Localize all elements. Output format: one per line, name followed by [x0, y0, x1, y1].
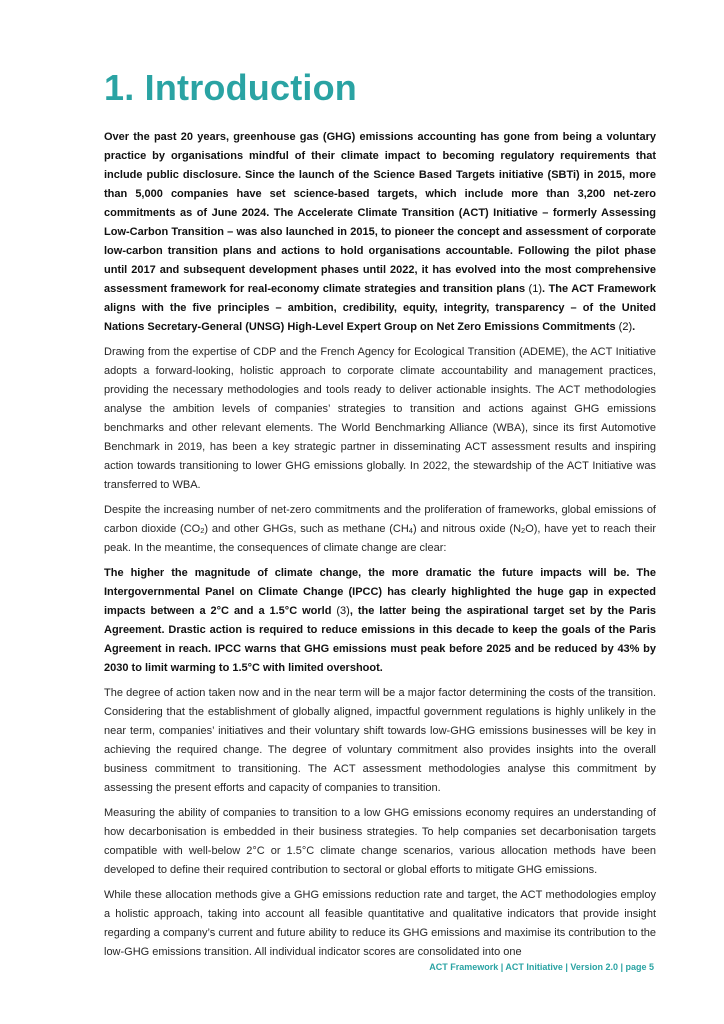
paragraph-7: While these allocation methods give a GHG emissions reduction rate and target, the ACT methodologies employ a holistic approach, taking into account all feasible quantitative and qualitative indicators that provide insight regarding a company’s current and future ability to reduce its GHG emissions and maximise its contribution to the low-GHG emissions transition. All individual indicator scores are consolidated into one	[104, 889, 656, 958]
page-footer	[429, 962, 654, 972]
paragraph-4	[104, 564, 656, 678]
page-number: page 5	[625, 962, 654, 972]
p3-text-a: Despite the increasing number of net-zero commitments and the proliferation of frameworks, global emissions of carbon dioxide (CO	[104, 504, 656, 535]
p1-text-a: Over the past 20 years, greenhouse gas (GHG) emissions accounting has gone from being a voluntary practice by organisations mindful of their climate impact to becoming regulatory requirements that include public disclosure. Since the launch of the Science Based Targets initiative (SBTi) in 2015, more than 5,000 companies have set science-based targets, which include more than 3,200 net-zero commitments as of June 2024. The Accelerate Climate Transition (ACT) Initiative – formerly Assessing Low-Carbon Transition – was also launched in 2015, to pioneer the concept and assessment of corporate low-carbon transition plans and actions to hold organisations accountable. Following the pilot phase until 2017 and subsequent development phases until 2022, it has evolved into the most comprehensive assessment framework for real-economy climate strategies and transition plans	[104, 131, 656, 295]
paragraph-3	[104, 501, 656, 558]
p3-sub-2: 4	[408, 526, 413, 535]
p3-text-b: ) and other GHGs, such as methane (CH	[204, 523, 409, 535]
citation-3[interactable]: (3)	[331, 605, 350, 617]
p3-sub-3: 2	[521, 526, 526, 535]
citation-2[interactable]: (2)	[615, 321, 633, 333]
paragraph-6: Measuring the ability of companies to transition to a low GHG emissions economy requires an understanding of how decarbonisation is embedded in their business strategies. To help companies set decarbonisation targets compatible with well-below 2°C or 1.5°C climate change scenarios, various allocation methods have been developed to define their required contribution to sectoral or global efforts to mitigate GHG emissions.	[104, 807, 656, 876]
page-content	[104, 62, 656, 968]
p1-text-b: . The ACT Framework aligns with the five principles – ambition, credibility, equity, integrity, transparency – of the United Nations Secretary-General (UNSG) High-Level Expert Group on Net Zero Emissions Commitments	[104, 283, 657, 333]
p3-text-c: ) and nitrous oxide (N	[412, 523, 522, 535]
p3-text-d: O), have yet to reach their peak. In the meantime, the consequences of climate change are clear:	[104, 523, 656, 554]
paragraph-2: Drawing from the expertise of CDP and the French Agency for Ecological Transition (ADEME), the ACT Initiative adopts a forward-looking, holistic approach to corporate climate accountability and management practices, providing the necessary methodologies and tools ready to deliver actionable insights. The ACT methodologies analyse the ambition levels of companies’ strategies to transition and actions against GHG emissions benchmarks and other relevant elements. The World Benchmarking Alliance (WBA), since its first Automotive Benchmark in 2019, has been a key strategic partner in disseminating ACT assessment results and inspiring action towards transitioning to lower GHG emissions globally. In 2022, the stewardship of the ACT Initiative was transferred to WBA.	[104, 346, 656, 491]
section-heading: 1. Introduction	[104, 67, 357, 108]
paragraph-1	[104, 128, 656, 337]
p4-text-b: , the latter being the aspirational target set by the Paris Agreement. Drastic action is required to reduce emissions in this decade to keep the goals of the Paris Agreement in reach. IPCC warns that GHG emissions must peak before 2025 and be reduced by 43% by 2030 to limit warming to 1.5°C with limited overshoot.	[104, 605, 656, 674]
citation-1[interactable]: (1)	[525, 283, 543, 295]
p3-sub-1: 2	[200, 526, 205, 535]
paragraph-5: The degree of action taken now and in the near term will be a major factor determining the costs of the transition. Considering that the establishment of globally aligned, impactful government regulations is highly unlikely in the near term, companies’ initiatives and their voluntary shift towards low-GHG emissions businesses will be key in achieving the required change. The degree of voluntary commitment also provides insights into the overall business commitment to transitioning. The ACT assessment methodologies analyse this commitment by assessing the present efforts and capacity of companies to transition.	[104, 687, 656, 794]
p1-text-c: .	[632, 321, 636, 333]
footer-text: ACT Framework | ACT Initiative | Version 2.0 |	[429, 962, 626, 972]
p4-text-a: The higher the magnitude of climate change, the more dramatic the future impacts will be. The Intergovernmental Panel on Climate Change (IPCC) has clearly highlighted the huge gap in expected impacts between a 2°C and a 1.5°C world	[104, 567, 656, 617]
